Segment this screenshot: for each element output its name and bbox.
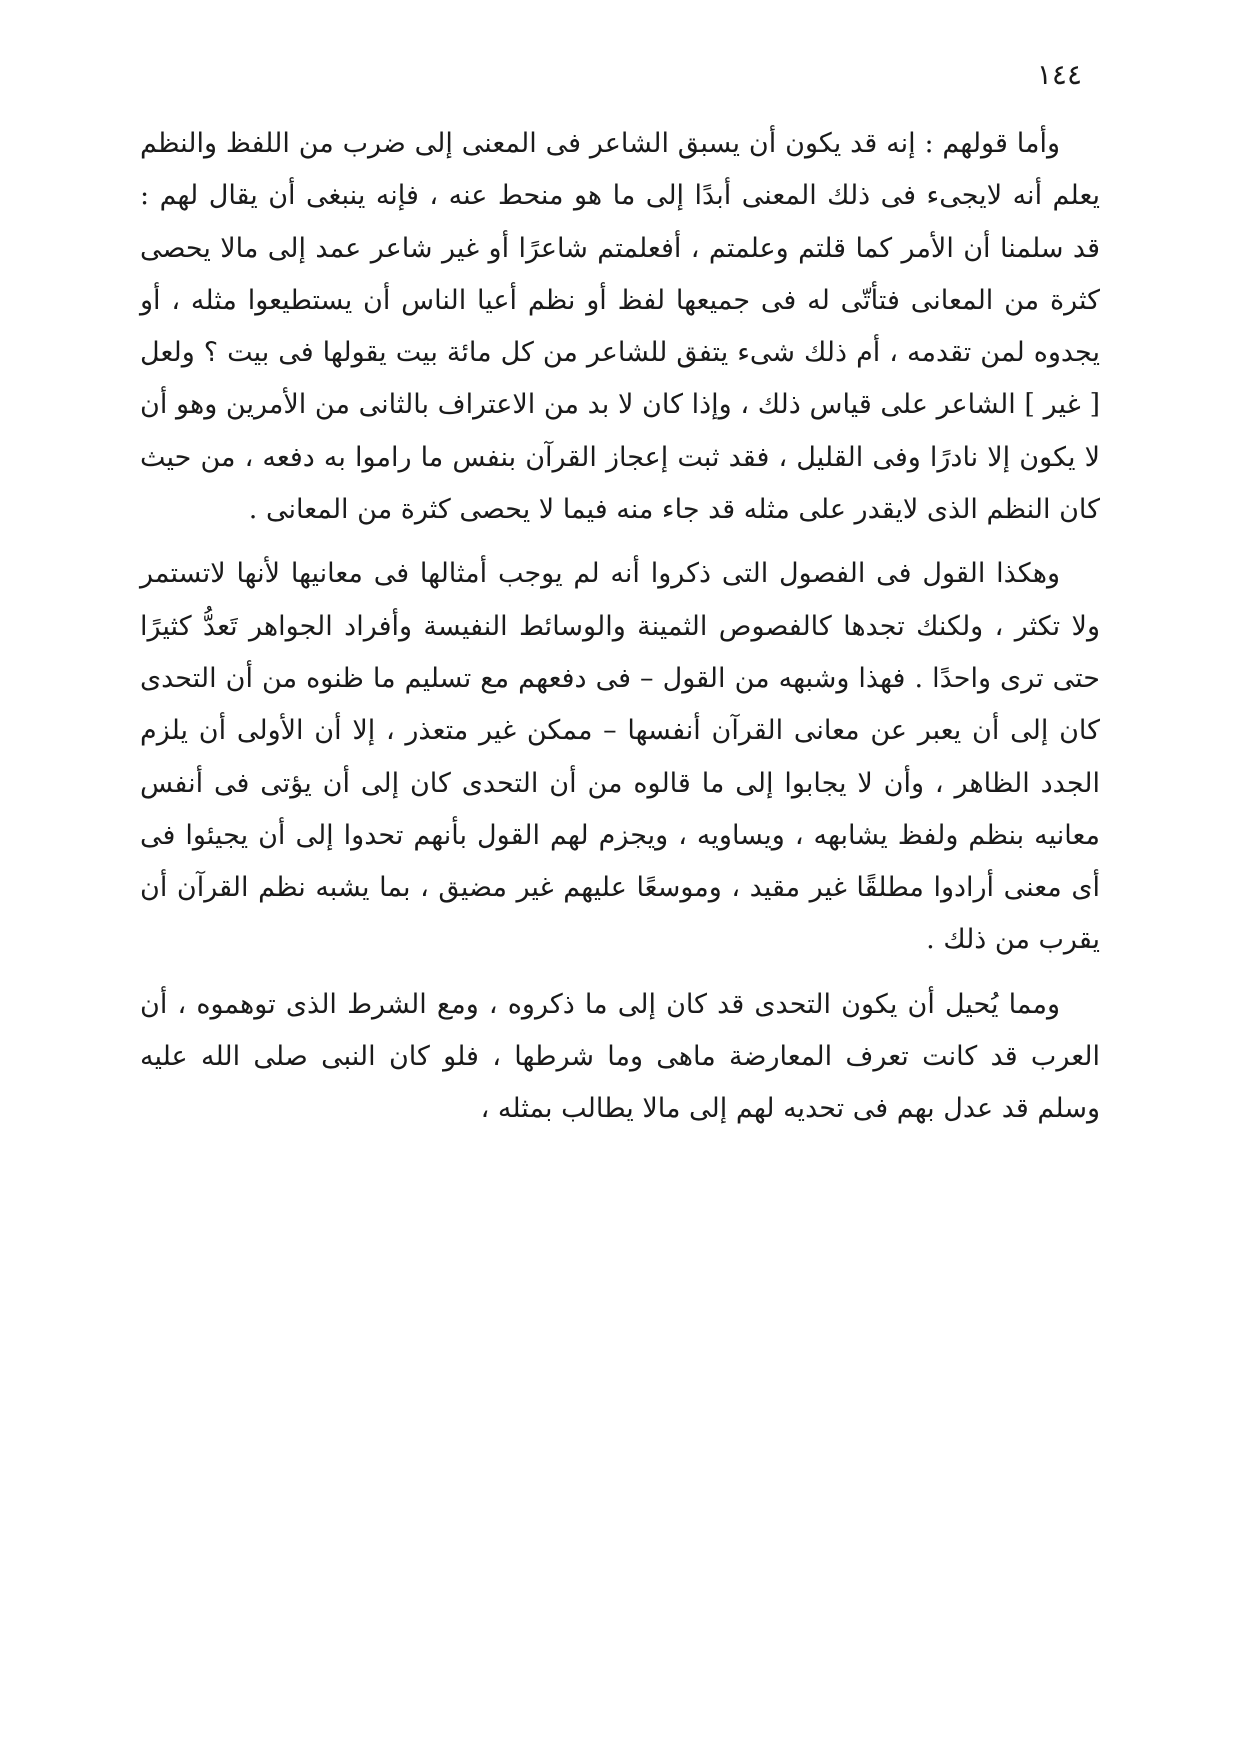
body-text <box>140 118 1100 1148</box>
paragraph-2: وهكذا القول فى الفصول التى ذكروا أنه لم يوجب أمثالها فى معانيها لأنها لاتستمر ولا تكثر ، ولكنك تجدها كالفصوص الثمينة والوسائط النفيسة وأفراد الجواهر تَعدُّ كثيرًا حتى ترى واحدًا . فهذا وشبهه من القول – فى دفعهم مع تسليم ما ظنوه من أن التحدى كان إلى أن يعبر عن معانى القرآن أنفسها – ممكن غير متعذر ، إلا أن الأولى أن يلزم الجدد الظاهر ، وأن لا يجابوا إلى ما قالوه من أن التحدى كان إلى أن يؤتى فى أنفس معانيه بنظم ولفظ يشابهه ، ويساويه ، ويجزم لهم القول بأنهم تحدوا إلى أن يجيئوا فى أى معنى أرادوا مطلقًا غير مقيد ، وموسعًا عليهم غير مضيق ، بما يشبه نظم القرآن أن يقرب من ذلك . <box>140 558 1100 956</box>
paragraph-3: ومما يُحيل أن يكون التحدى قد كان إلى ما ذكروه ، ومع الشرط الذى توهموه ، أن العرب قد كانت تعرف المعارضة ماهى وما شرطها ، فلو كان النبى صلى الله عليه وسلم قد عدل بهم فى تحديه لهم إلى مالا يطالب بمثله ، <box>140 988 1100 1125</box>
paragraph-1: وأما قولهم : إنه قد يكون أن يسبق الشاعر فى المعنى إلى ضرب من اللفظ والنظم يعلم أنه لايجىء فى ذلك المعنى أبدًا إلى ما هو منحط عنه ، فإنه ينبغى أن يقال لهم : قد سلمنا أن الأمر كما قلتم وعلمتم ، أفعلمتم شاعرًا أو غير شاعر عمد إلى مالا يحصى كثرة من المعانى فتأتّى له فى جميعها لفظ أو نظم أعيا الناس أن يستطيعوا مثله ، أو يجدوه لمن تقدمه ، أم ذلك شىء يتفق للشاعر من كل مائة بيت يقولها فى بيت ؟ ولعل [ غير ] الشاعر على قياس ذلك ، وإذا كان لا بد من الاعتراف بالثانى من الأمرين وهو أن لا يكون إلا نادرًا وفى القليل ، فقد ثبت إعجاز القرآن بنفس ما راموا به دفعه ، من حيث كان النظم الذى لايقدر على مثله قد جاء منه فيما لا يحصى كثرة من المعانى . <box>140 128 1100 526</box>
page-number: ١٤٤ <box>1036 58 1082 91</box>
